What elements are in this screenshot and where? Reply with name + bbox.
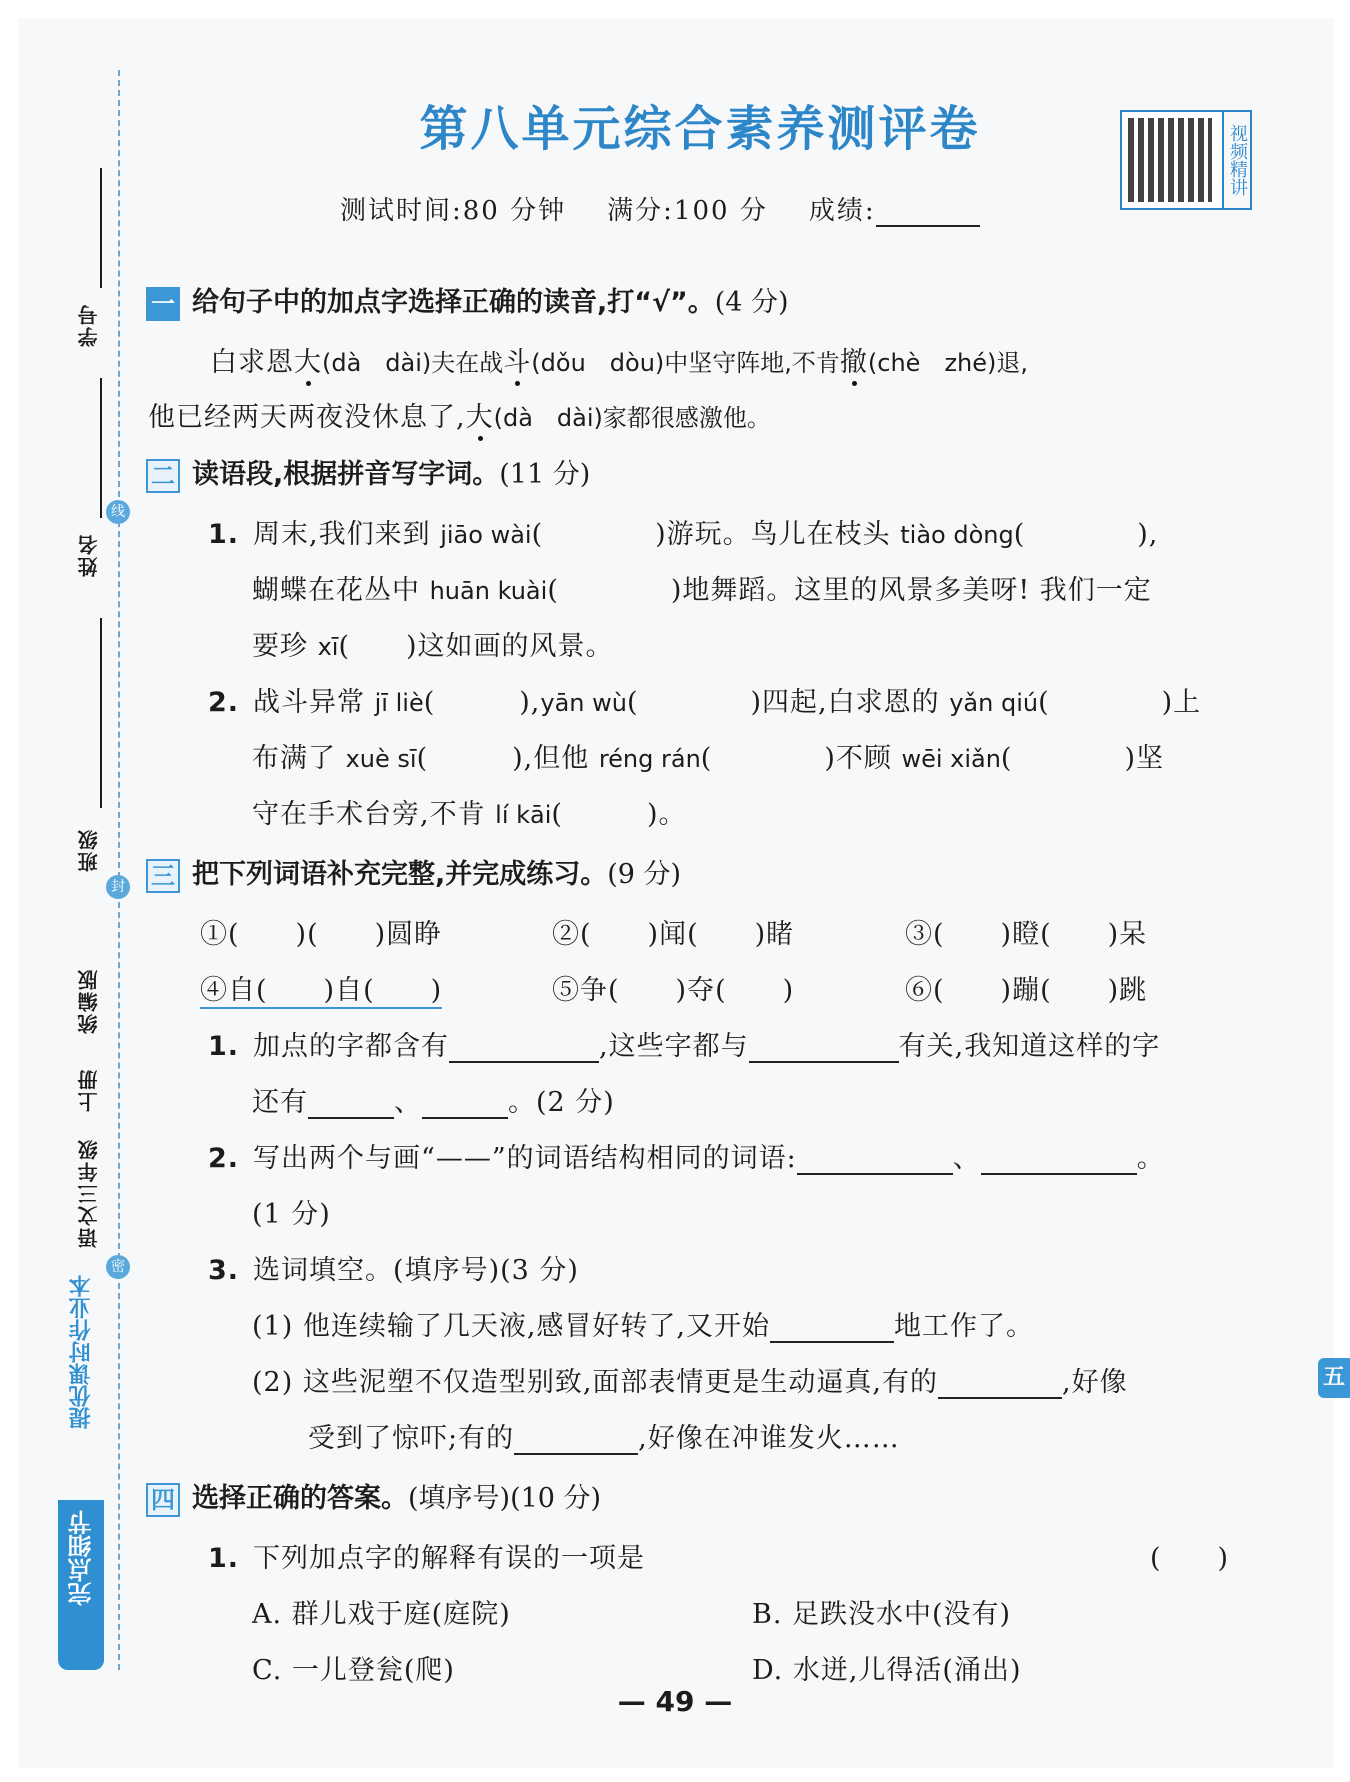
- text: 守在手术台旁,不肯: [252, 799, 496, 830]
- section-title: 读语段,根据拼音写字词。: [192, 459, 500, 490]
- grade-label: 语文三年级: [77, 1138, 101, 1248]
- option-c[interactable]: C. 一儿登瓮(爬): [252, 1655, 455, 1686]
- name-label: 姓名: [77, 533, 101, 577]
- option-a[interactable]: A. 群儿戏于庭(庭院): [252, 1599, 511, 1630]
- exam-time: 测试时间:80 分钟: [340, 196, 567, 226]
- idiom-item-1[interactable]: ①( )( )圆睁: [200, 919, 443, 950]
- answer-blank[interactable]: ( )这如画的风景。: [338, 631, 614, 662]
- section-title: 给句子中的加点字选择正确的读音,打“√”。: [192, 287, 715, 318]
- answer-blank[interactable]: [770, 1315, 894, 1343]
- pinyin-choice[interactable]: (dà dài)夫在战: [322, 349, 504, 377]
- s2-q2-line-3: [252, 792, 687, 831]
- idiom-item-3[interactable]: ③( )瞪( )呆: [905, 919, 1148, 950]
- answer-blank[interactable]: [422, 1091, 508, 1119]
- text: 还有: [252, 1087, 308, 1118]
- answer-blank[interactable]: ( )游玩。鸟儿在枝头: [531, 519, 901, 550]
- dotted-char: 大: [294, 347, 322, 378]
- pinyin-choice[interactable]: (dà dài)家都很感激他。: [493, 404, 771, 432]
- seal-mark-mi: 密: [106, 1255, 130, 1279]
- volume-label: 上册: [77, 1068, 101, 1112]
- section-1-heading: [146, 280, 789, 321]
- exam-meta: [340, 190, 980, 227]
- student-id-label: 学号: [77, 303, 101, 347]
- text: ,这些字都与: [599, 1031, 749, 1062]
- dotted-char: 斗: [503, 347, 532, 378]
- answer-blank[interactable]: ( )。: [551, 799, 687, 830]
- brand-subtitle: 提优课时作业本: [69, 1275, 94, 1429]
- section-number: 二: [146, 459, 180, 493]
- edition-label: 统编版: [77, 968, 101, 1034]
- text: 、: [952, 1143, 981, 1174]
- s3-q3-sub2: [252, 1360, 1128, 1399]
- text: 他已经两天两夜没休息了,: [148, 402, 466, 433]
- question-number: 2.: [208, 687, 240, 718]
- answer-blank[interactable]: ( )坚: [1000, 743, 1164, 774]
- name-line: [100, 378, 102, 518]
- answer-blank[interactable]: ( )不顾: [700, 743, 902, 774]
- exam-full-score: 满分:100 分: [607, 196, 768, 226]
- s2-q1-line-2: [252, 568, 1152, 607]
- text: 要珍: [252, 631, 318, 662]
- pinyin: yān wù: [540, 689, 627, 717]
- answer-blank[interactable]: ( ),: [1013, 519, 1159, 550]
- s3-q1-line-2: [252, 1080, 615, 1119]
- section-2-heading: [146, 452, 590, 493]
- text: 有关,我知道这样的字: [898, 1031, 1161, 1062]
- brand-logo: 完点细节: [68, 1510, 96, 1606]
- page-title: 第八单元综合素养测评卷: [419, 101, 981, 157]
- cut-line: [118, 70, 120, 1670]
- text: 下列加点字的解释有误的一项是: [253, 1543, 646, 1574]
- answer-blank[interactable]: ( ),: [423, 687, 541, 718]
- idiom-item-4[interactable]: ④自( )自( ): [200, 968, 442, 1009]
- text: ,好像: [1062, 1367, 1128, 1398]
- option-b[interactable]: B. 足跌没水中(没有): [752, 1599, 1012, 1630]
- answer-blank[interactable]: ( )地舞蹈。这里的风景多美呀! 我们一定: [547, 575, 1152, 606]
- page-number: — 49 —: [617, 1685, 733, 1718]
- text: 选词填空。(填序号)(3 分): [253, 1255, 579, 1286]
- exam-score-label: 成绩:: [808, 196, 876, 226]
- text: ,好像在冲谁发火……: [638, 1423, 900, 1454]
- text: 、: [394, 1087, 422, 1118]
- answer-blank[interactable]: [514, 1427, 638, 1455]
- text: 写出两个与画“——”的词语结构相同的词语:: [253, 1143, 797, 1174]
- pinyin: tiào dòng: [900, 521, 1014, 549]
- qr-video-label: 视频精讲: [1222, 110, 1252, 210]
- section-number: 三: [146, 859, 180, 893]
- answer-blank[interactable]: [749, 1035, 899, 1063]
- answer-blank[interactable]: [981, 1147, 1137, 1175]
- text: 周末,我们来到: [253, 519, 441, 550]
- pinyin-choice[interactable]: (dǒu dòu)中坚守阵地,不肯: [531, 349, 840, 377]
- section-points: (11 分): [499, 459, 591, 490]
- text: (2) 这些泥塑不仅造型别致,面部表情更是生动逼真,有的: [252, 1367, 938, 1398]
- section-3-heading: [146, 852, 681, 893]
- section-number: 四: [146, 1483, 180, 1517]
- text: 白求恩: [210, 347, 294, 378]
- question-number: 2.: [208, 1143, 240, 1174]
- question-number: 1.: [208, 519, 240, 550]
- s2-q1-line-1: [208, 512, 1158, 551]
- pinyin: wēi xiǎn: [901, 745, 1001, 773]
- pinyin: jiāo wài: [440, 521, 532, 549]
- question-number: 1.: [208, 1543, 240, 1574]
- s2-q1-line-3: [252, 624, 614, 663]
- answer-blank[interactable]: [938, 1371, 1062, 1399]
- text: 加点的字都含有: [253, 1031, 450, 1062]
- answer-paren[interactable]: ( ): [1150, 1543, 1230, 1574]
- answer-blank[interactable]: [797, 1147, 953, 1175]
- class-label: 班级: [77, 828, 101, 872]
- s3-q3-sub1: [252, 1304, 1034, 1343]
- pinyin: xuè sī: [345, 745, 417, 773]
- section-points: (填序号)(10 分): [408, 1483, 602, 1514]
- score-blank[interactable]: [876, 201, 980, 227]
- qr-code[interactable]: [1120, 110, 1224, 210]
- pinyin-choice[interactable]: (chè zhé)退,: [867, 349, 1029, 377]
- s2-q2-line-1: [208, 680, 1201, 719]
- s4-q1: [208, 1536, 645, 1575]
- pinyin: huān kuài: [429, 577, 548, 605]
- qr-code-pattern: [1128, 118, 1212, 202]
- student-id-line: [100, 168, 102, 288]
- idiom-item-5[interactable]: ⑤争( )夺( ): [552, 975, 795, 1006]
- answer-blank[interactable]: ( )四起,白求恩的: [626, 687, 950, 718]
- text: (1) 他连续输了几天液,感冒好转了,又开始: [252, 1311, 770, 1342]
- section-number: 一: [146, 287, 180, 321]
- seal-mark-feng: 封: [106, 875, 130, 899]
- dotted-char: 大: [465, 402, 494, 433]
- answer-blank[interactable]: ( ),但他: [416, 743, 599, 774]
- text: 地工作了。: [894, 1311, 1034, 1342]
- s3-q2-points: (1 分): [252, 1199, 331, 1230]
- section-title: 把下列词语补充完整,并完成练习。: [192, 859, 608, 890]
- s3-q1-line-1: [208, 1024, 1160, 1063]
- pinyin: lí kāi: [495, 801, 552, 829]
- s3-q2-line-1: [208, 1136, 1165, 1175]
- text: 战斗异常: [253, 687, 375, 718]
- class-line: [100, 618, 102, 808]
- answer-blank[interactable]: ( )上: [1038, 687, 1202, 718]
- text: 受到了惊吓;有的: [308, 1423, 515, 1454]
- s3-q3-line: [208, 1248, 579, 1287]
- pinyin: jī liè: [374, 689, 424, 717]
- idiom-item-2[interactable]: ②( )闻( )睹: [552, 919, 795, 950]
- section-points: (9 分): [607, 859, 682, 890]
- question-number: 3.: [208, 1255, 240, 1286]
- pinyin: xī: [317, 633, 339, 661]
- s2-q2-line-2: [252, 736, 1164, 775]
- option-d[interactable]: D. 水迸,儿得活(涌出): [752, 1655, 1022, 1686]
- s3-q3-sub2-cont: [308, 1416, 900, 1455]
- section-points: (4 分): [714, 287, 789, 318]
- pinyin: yǎn qiú: [949, 689, 1039, 717]
- text: 蝴蝶在花丛中: [252, 575, 430, 606]
- question-number: 1.: [208, 1031, 240, 1062]
- text: 。: [1136, 1143, 1165, 1174]
- dotted-char: 撤: [839, 347, 868, 378]
- s1-line-2: [148, 395, 771, 434]
- text: 。(2 分): [508, 1087, 615, 1118]
- unit-side-tab[interactable]: 五: [1318, 1358, 1350, 1398]
- section-title: 选择正确的答案。: [192, 1483, 408, 1514]
- answer-blank[interactable]: [308, 1091, 394, 1119]
- idiom-item-6[interactable]: ⑥( )蹦( )跳: [905, 975, 1148, 1006]
- answer-blank[interactable]: [449, 1035, 599, 1063]
- s1-line-1: [210, 340, 1028, 379]
- pinyin: réng rán: [598, 745, 701, 773]
- section-4-heading: [146, 1476, 601, 1517]
- seal-mark-xian: 线: [106, 500, 130, 524]
- text: 布满了: [252, 743, 346, 774]
